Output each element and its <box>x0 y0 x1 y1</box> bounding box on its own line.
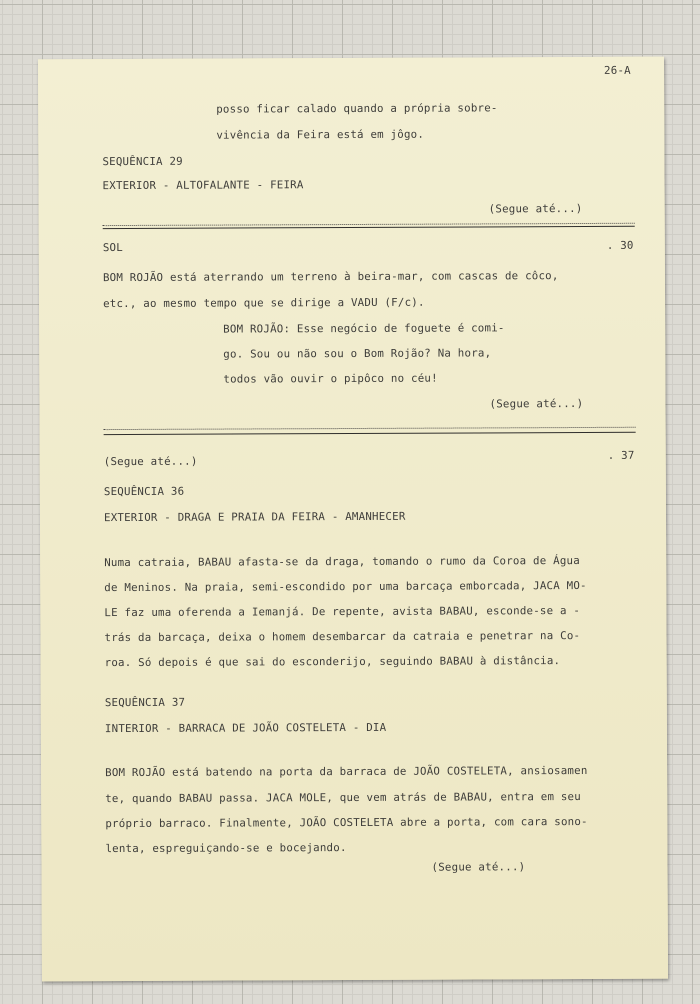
sequence-heading: SEQUÊNCIA 36 <box>103 484 185 499</box>
scene-heading: EXTERIOR - DRAGA E PRAIA DA FEIRA - AMANHECER <box>103 509 406 525</box>
text-line: BOM ROJÃO está batendo na porta da barraca de JOÃO COSTELETA, ansiosamen <box>105 763 588 780</box>
text-line: roa. Só depois é que sai do esconderijo, seguindo BABAU à distância. <box>104 654 561 670</box>
scene-label: SOL <box>102 241 123 255</box>
dialogue-line: todos vão ouvir o pipôco no céu! <box>223 371 438 386</box>
scene-number: . 37 <box>607 448 635 462</box>
sequence-heading: SEQUÊNCIA 29 <box>102 154 183 169</box>
text-line: BOM ROJÃO está aterrando um terreno à beira-mar, com cascas de côco, <box>102 269 559 285</box>
text-line: trás da barcaça, deixa o homem desembarcar da catraia e penetrar na Co- <box>104 629 581 645</box>
sequence-heading: SEQUÊNCIA 37 <box>104 695 186 710</box>
typewritten-page <box>38 57 668 982</box>
continuation-note: (Segue até...) <box>488 201 583 216</box>
continuation-note: (Segue até...) <box>489 396 584 411</box>
text-line: vivência da Feira está em jôgo. <box>216 127 425 142</box>
scene-heading: INTERIOR - BARRACA DE JOÃO COSTELETA - DIA <box>104 720 387 736</box>
page-number: 26-A <box>604 63 631 77</box>
scene-number: . 30 <box>606 238 634 252</box>
text-line: de Meninos. Na praia, semi-escondido por uma barcaça emborcada, JACA MO- <box>104 578 587 595</box>
scene-heading: EXTERIOR - ALTOFALANTE - FEIRA <box>102 178 304 193</box>
text-line: próprio barraco. Finalmente, JOÃO COSTELETA abre a porta, com cara sono- <box>105 814 588 831</box>
text-line: LE faz uma oferenda a Iemanjá. De repente, avista BABAU, esconde-se a - <box>104 604 581 620</box>
continuation-note: (Segue até...) <box>431 860 526 874</box>
dialogue-line: go. Sou ou não sou o Bom Rojão? Na hora, <box>223 346 492 361</box>
continuation-note: (Segue até...) <box>103 454 198 469</box>
text-line: posso ficar calado quando a própria sobre- <box>216 101 498 116</box>
divider-rule <box>104 432 636 435</box>
text-line: lenta, espreguiçando-se e bocejando. <box>105 841 347 856</box>
divider-rule <box>103 226 635 229</box>
text-line: Numa catraia, BABAU afasta-se da draga, tomando o rumo da Coroa de Água <box>104 554 580 570</box>
text-line: etc., ao mesmo tempo que se dirige a VADU (F/c). <box>103 295 425 311</box>
text-line: te, quando BABAU passa. JACA MOLE, que vem atrás de BABAU, entra em seu <box>105 790 581 806</box>
dialogue-line: BOM ROJÃO: Esse negócio de foguete é comi- <box>223 321 505 336</box>
divider-dotted <box>104 427 636 430</box>
